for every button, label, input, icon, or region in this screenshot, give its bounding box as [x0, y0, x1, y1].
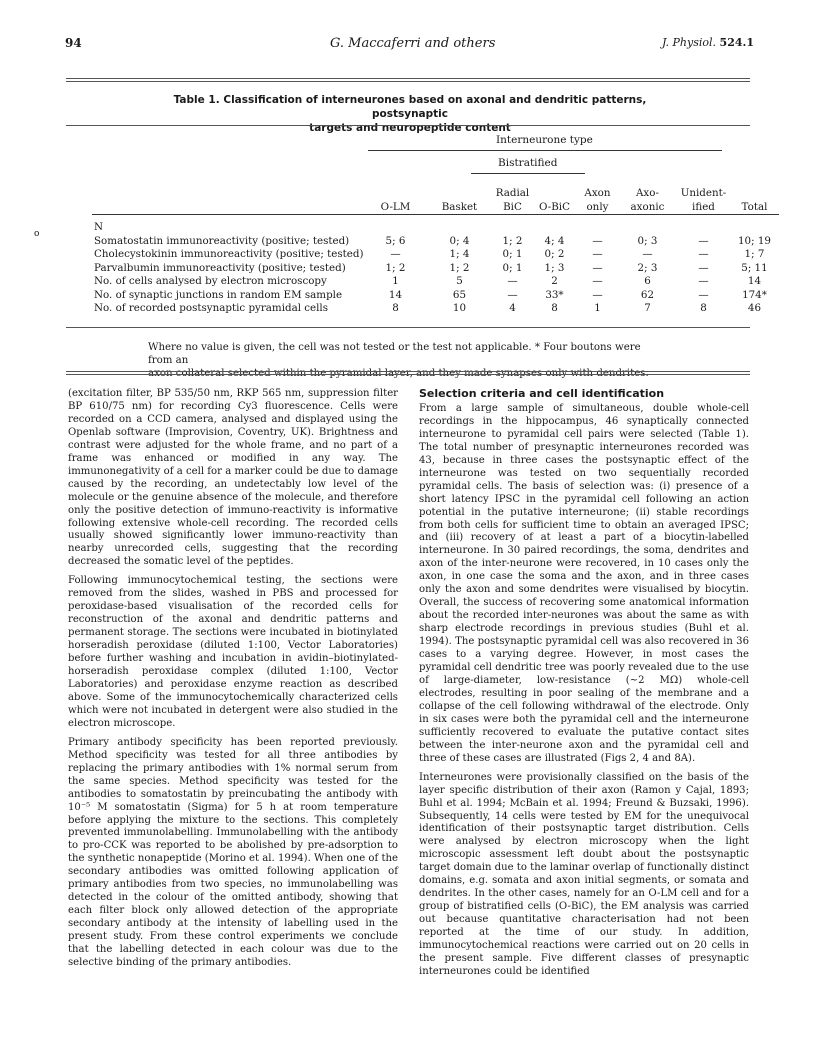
table-cell-uni: 8 [700, 302, 707, 314]
table-cell-basket: 1; 4 [449, 248, 470, 260]
table-row [92, 248, 779, 262]
right-paragraph-2: Interneurones were provisionally classified on the basis of the layer specific distribution of their axon (Ramon y Cajal, 1893; Buhl et al. 1994; McBain et al. 1994; Freund & Buzsaki, 1996). Subsequently, 14 cells were tested by EM for the unequivocal identification of their postsynaptic target distribution. Cells were analysed by electron microscopy when the light microscopic assessment left doubt about the postsynaptic target domain due to the laminar overlap of functionally distinct domains, e.g. somata and axon initial segments, or somata and dendrites. In the other cases, namely for an O-LM cell and for a group of bistratified cells (O-BiC), the EM analysis was carried out because quantitative characterisation had not been reported at the time of our study. In addition, immunocytochemical reactions were carried out on 20 cells in the present sample. Five different classes of presynaptic interneurones could be identified [419, 771, 750, 977]
table-cell-basket: 1; 2 [449, 261, 470, 274]
table-cell-basket [425, 221, 493, 235]
left-paragraph-3: Primary antibody specificity has been reported previously. Method specificity was tested for all three antibodies by replacing the primary antibodies with 1% normal serum from the same species. Method specificity was tested for the antibodies to somatostatin by preincubating the antibody with 10⁻⁵ M somatostatin (Sigma) for 5 h at room temperature before applying the mixture to the sections. This completely prevented immunolabelling. Immunolabelling with the antibody to pro-CCK was reported to be abolished by pre-adsorption to the synthetic nonapeptide (Morino et al. 1994). When one of the secondary antibodies was omitted following application of primary antibodies from two species, no immunolabelling was detected in the colour of the omitted antibody, showing that each filter block only allowed detection of the appropriate secondary antibody at the intensity of labelling used in the present study. From these control experiments we conclude that the labelling detected in each colour was due to the selective binding of the primary antibodies. [68, 736, 398, 968]
table-cell-uni: — [698, 261, 709, 274]
table-cell-obic: 2 [551, 275, 558, 287]
table-cell-olm: — [390, 248, 401, 260]
table-cell-axo: 2; 3 [637, 261, 658, 274]
table-row [92, 289, 779, 303]
table-cell-olm: 1; 2 [385, 261, 406, 274]
table-cell-axo: 0; 3 [637, 234, 658, 247]
table-row [92, 221, 779, 235]
table-cell-total: 5; 11 [741, 261, 768, 274]
table-cell-label: No. of recorded postsynaptic pyramidal cells [94, 302, 329, 314]
table-cell-basket: 10 [452, 302, 467, 314]
table-cell-obic: 8 [551, 302, 558, 314]
table-cell-olm: 14 [388, 288, 403, 301]
table-cell-axonly: 1 [594, 302, 601, 314]
table-cell-axo: 62 [640, 288, 655, 301]
table-cell-rad: 1; 2 [502, 234, 523, 247]
table-cell-rad: 4 [509, 302, 516, 314]
table-header-row-top [92, 187, 779, 201]
table-cell-axonly: — [592, 288, 603, 301]
body-double-rule-2 [66, 374, 750, 375]
col-basket: Basket [441, 200, 478, 213]
table-row [92, 302, 779, 316]
table-cell-axonly [577, 221, 617, 235]
col-axo-bottom: axonic [630, 200, 665, 213]
table-cell-uni: — [698, 248, 709, 260]
table-cell-basket: 5 [456, 275, 463, 287]
subgroup-header-bistratified: Bistratified [498, 157, 558, 169]
table-cell-axo: 6 [644, 275, 651, 287]
table-cell-label: Somatostatin immunoreactivity (positive; tested) [94, 234, 350, 247]
col-axon-top: Axon [584, 187, 611, 199]
table-cell-obic: 1; 3 [544, 261, 565, 274]
col-unident-bottom: ified [692, 200, 715, 213]
table-cell-obic: 33* [545, 288, 564, 301]
page-number: 94 [65, 36, 82, 50]
table-cell-olm: 5; 6 [385, 234, 406, 247]
table-cell-rad [493, 221, 531, 235]
table-cell-label: No. of synaptic junctions in random EM sample [94, 288, 343, 301]
table-row [92, 262, 779, 276]
table-cell-rad: — [507, 275, 518, 287]
table-cell-axonly: — [592, 234, 603, 247]
table-title-line-1: Table 1. Classification of interneurones based on axonal and dendritic patterns, postsynaptic [173, 94, 647, 120]
table-cell-obic: 4; 4 [544, 234, 565, 247]
table-cell-olm [365, 221, 425, 235]
col-radial-bottom: BiC [503, 200, 522, 213]
top-double-rule-1 [66, 78, 750, 79]
table-cell-total: 1; 7 [744, 248, 765, 260]
table-cell-rad: — [507, 288, 518, 301]
table-top-rule [66, 125, 750, 126]
right-column [419, 388, 749, 985]
table-cell-uni: — [698, 234, 709, 247]
col-obic: O-BiC [538, 200, 570, 213]
table-cell-label: N [94, 221, 104, 233]
table-cell-axo [617, 221, 677, 235]
running-authors: G. Maccaferri and others [330, 36, 496, 51]
table-footnote-line-1: Where no value is given, the cell was not tested or the test not applicable. * Four boutons were from an [148, 342, 641, 366]
left-column [68, 388, 398, 976]
table-cell-axonly: — [592, 275, 603, 287]
table-cell-total: 14 [747, 275, 762, 287]
table-cell-total [729, 221, 779, 235]
table-cell-olm: 1 [392, 275, 399, 287]
table-row [92, 235, 779, 249]
table-cell-uni [677, 221, 729, 235]
left-paragraph-1: (excitation filter, BP 535/50 nm, RKP 565 nm, suppression filter BP 610/75 nm) for recording Cy3 fluorescence. Cells were recorded on a CCD camera, analysed and displayed using the Openlab software (Improvision, Coventry, UK). Brightness and contrast were adjusted for the whole frame, and no part of a frame was enhanced or modified in any way. The immunonegativity of a cell for a marker could be due to damage caused by the recording, an undetectably low level of the molecule or the genuine absence of the molecule, and therefore only the positive detection of immuno-reactivity is informative following extensive whole-cell recording. The recorded cells usually showed significantly lower immuno-reactivity than nearby unrecorded cells, suggesting that the recording decreased the somatic level of the peptides. [68, 388, 398, 568]
table-cell-obic: 0; 2 [544, 248, 565, 260]
classification-table [92, 187, 779, 316]
table-row [92, 275, 779, 289]
col-total: Total [741, 200, 768, 213]
table-body [92, 215, 779, 316]
table-cell-axo: — [642, 248, 653, 260]
table-header-row-bottom [92, 201, 779, 215]
table-title [140, 93, 680, 135]
table-bottom-rule [66, 327, 750, 328]
table-cell-uni: — [698, 288, 709, 301]
col-axo-top: Axo- [636, 187, 659, 199]
table-title-line-2: targets and neuropeptide content [309, 122, 511, 134]
col-axon-bottom: only [586, 200, 609, 213]
table-cell-label: Parvalbumin immunoreactivity (positive; tested) [94, 261, 346, 274]
journal-volume: 524.1 [719, 36, 754, 49]
table-cell-rad: 0; 1 [502, 261, 523, 274]
table-cell-obic [531, 221, 577, 235]
table-cell-uni: — [698, 275, 709, 287]
table-cell-label: No. of cells analysed by electron microscopy [94, 275, 327, 287]
body-double-rule-1 [66, 371, 750, 372]
table-cell-label: Cholecystokinin immunoreactivity (positive; tested) [94, 248, 364, 260]
section-heading: Selection criteria and cell identification [419, 387, 665, 400]
table-cell-axonly: — [592, 261, 603, 274]
subgroup-header-rule [471, 173, 585, 174]
group-header-interneurone-type: Interneurone type [496, 134, 593, 146]
margin-mark: o [34, 229, 40, 239]
table-cell-basket: 0; 4 [449, 234, 470, 247]
top-double-rule-2 [66, 81, 750, 82]
table-cell-axonly: — [592, 248, 603, 260]
table-cell-total: 174* [742, 288, 767, 301]
table-cell-total: 10; 19 [737, 234, 771, 247]
col-olm: O-LM [380, 200, 411, 213]
right-paragraph-1: From a large sample of simultaneous, double whole-cell recordings in the hippocampus, 46 synaptically connected interneurone to pyramidal cell pairs were selected (Table 1). The total number of presynaptic interneurones recorded was 43, because in three cases the postsynaptic effect of the interneurone was tested on two sequentially recorded pyramidal cells. The basis of selection was: (i) presence of a short latency IPSC in the pyramidal cell following an action potential in the putative interneurone; (ii) stable recordings from both cells for sufficient time to obtain an averaged IPSC; and (iii) recovery of at least a part of a biocytin-labelled interneurone. In 30 paired recordings, the soma, dendrites and axon of the inter-neurone were recovered, in 10 cases only the axon, in one case the soma and the axon, and in three cases only the axon and some dendrites were visualised by biocytin. Overall, the success of recovering some anatomical information about the recorded inter-neurones was about the same as with sharp electrode recordings in previous studies (Buhl et al. 1994). The postsynaptic pyramidal cell was also recovered in 36 cases to a varying degree. However, in most cases the pyramidal cell dendritic tree was poorly revealed due to the use of large-diameter, low-resistance (~2 MΩ) whole-cell electrodes, resulting in poor sealing of the membrane and a collapse of the cell following withdrawal of the electrode. Only in six cases were both the pyramidal cell and the interneurone sufficiently recovered to evaluate the putative contact sites between the inter-neurone axon and the pyramidal cell and three of these cases are illustrated (Figs 2, 4 and 8A). [419, 402, 749, 764]
journal-name: J. Physiol. [661, 36, 717, 49]
group-header-rule [368, 150, 722, 151]
table-cell-basket: 65 [452, 288, 467, 301]
table-cell-olm: 8 [392, 302, 399, 314]
table-cell-rad: 0; 1 [502, 248, 523, 260]
journal-reference [662, 36, 754, 49]
table-footnote-line-2: axon collateral selected within the pyramidal layer, and they made synapses only with dendrites. [148, 368, 649, 379]
left-paragraph-2: Following immunocytochemical testing, the sections were removed from the slides, washed in PBS and processed for peroxidase-based visualisation of the recorded cells for reconstruction of the axonal and dendritic patterns and permanent storage. The sections were incubated in biotinylated horseradish peroxidase (diluted 1:100, Vector Laboratories) before further washing and incubation in avidin–biotinylated-horseradish peroxidase complex (diluted 1:100, Vector Laboratories) and peroxidase enzyme reaction as described above. Some of the immunocytochemically characterized cells which were not incubated in detergent were also studied in the electron microscope. [68, 575, 398, 729]
col-radial-top: Radial [495, 187, 530, 199]
table-cell-total: 46 [747, 302, 762, 314]
table-cell-axo: 7 [644, 302, 651, 314]
col-unident-top: Unident- [680, 187, 727, 199]
